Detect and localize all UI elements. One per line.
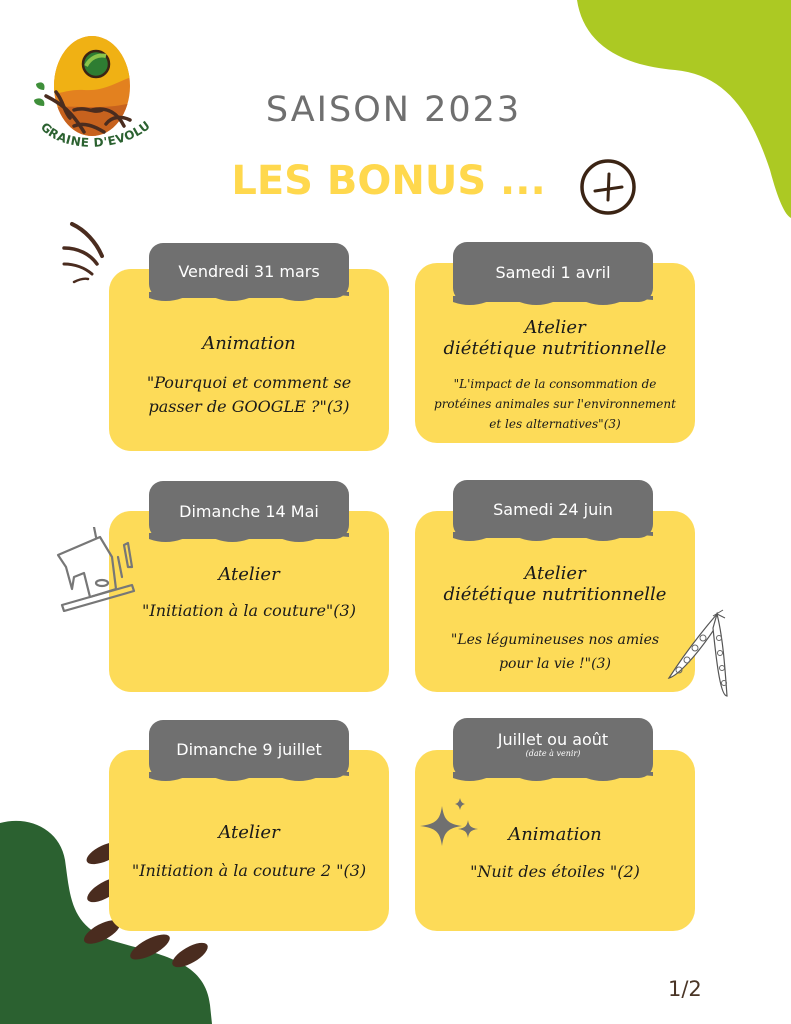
- description-line: "Initiation à la couture"(3): [142, 601, 356, 620]
- event-date: Juillet ou août: [497, 730, 609, 749]
- event-description: [415, 374, 695, 434]
- event-date-tag: [453, 242, 653, 302]
- tag-wavy-edge: [149, 772, 349, 786]
- type-line: diététique nutritionnelle: [443, 584, 667, 605]
- event-date-note: (date à venir): [525, 749, 581, 758]
- tag-wavy-edge: [149, 292, 349, 306]
- tag-wavy-edge: [453, 532, 653, 546]
- event-date: Samedi 24 juin: [493, 500, 613, 519]
- event-date: Dimanche 9 juillet: [176, 740, 322, 759]
- season-text: SAISON 2023: [265, 90, 522, 130]
- event-type: [415, 317, 695, 359]
- event-date-tag: [453, 480, 653, 538]
- event-date: Samedi 1 avril: [495, 263, 611, 282]
- event-description: [109, 371, 389, 419]
- description-line: protéines animales sur l'environnement: [434, 397, 676, 411]
- description-line: passer de GOOGLE ?"(3): [148, 397, 350, 416]
- sewing-machine-icon: [52, 527, 142, 612]
- tag-wavy-edge: [453, 772, 653, 786]
- event-date-tag: [149, 243, 349, 298]
- tag-wavy-edge: [453, 296, 653, 310]
- event-type: Atelier: [218, 564, 280, 585]
- event-date-tag: [453, 718, 653, 778]
- event-type: [415, 563, 695, 605]
- season-heading: [0, 90, 791, 130]
- description-line: et les alternatives"(3): [489, 417, 621, 431]
- description-line: "Initiation à la couture 2 "(3): [131, 861, 367, 880]
- event-date-tag: [149, 720, 349, 778]
- title-text: LES BONUS ...: [231, 158, 546, 204]
- event-description: [415, 628, 695, 676]
- description-line: "L'impact de la consommation de: [453, 377, 657, 391]
- pea-pod-icon: [665, 608, 735, 698]
- description-line: "Nuit des étoiles "(2): [470, 862, 640, 881]
- event-description: [109, 859, 389, 883]
- event-date: Dimanche 14 Mai: [179, 502, 319, 521]
- event-description: [109, 599, 389, 623]
- event-description: [415, 860, 695, 884]
- brown-strokes-decoration: [60, 218, 110, 288]
- type-line: Atelier: [524, 317, 586, 338]
- sparkles-icon: [416, 798, 486, 848]
- type-line: Atelier: [524, 563, 586, 584]
- description-line: "Pourquoi et comment se: [146, 373, 352, 392]
- page-number: 1/2: [668, 977, 702, 1001]
- event-type: Atelier: [218, 822, 280, 843]
- logo-text: GRAINE D'EVOLU: [37, 118, 154, 150]
- description-line: pour la vie !"(3): [499, 656, 611, 672]
- event-type: Animation: [508, 824, 602, 845]
- description-line: "Les légumineuses nos amies: [450, 632, 660, 648]
- event-date: Vendredi 31 mars: [178, 262, 320, 281]
- event-type: Animation: [202, 333, 296, 354]
- plus-circle-icon: [575, 158, 643, 216]
- event-date-tag: [149, 481, 349, 539]
- graine-devolution-logo: [14, 14, 164, 159]
- tag-wavy-edge: [149, 533, 349, 547]
- page-title: [0, 158, 791, 204]
- type-line: diététique nutritionnelle: [443, 338, 667, 359]
